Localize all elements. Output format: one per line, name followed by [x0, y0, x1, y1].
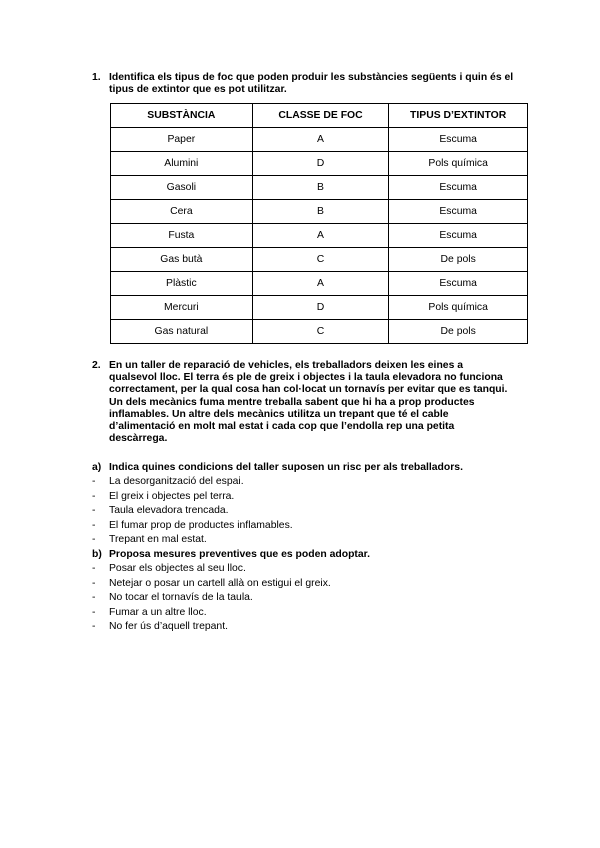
cell-fire-class: A — [252, 272, 389, 296]
cell-fire-class: B — [252, 200, 389, 224]
cell-extinguisher: De pols — [389, 320, 528, 344]
cell-substance: Mercuri — [111, 296, 253, 320]
cell-fire-class: A — [252, 224, 389, 248]
cell-fire-class: D — [252, 296, 389, 320]
cell-extinguisher: Escuma — [389, 200, 528, 224]
table-row — [111, 152, 528, 176]
list-item — [92, 591, 331, 606]
bullet-dash: - — [92, 505, 96, 517]
bullet-dash: - — [92, 534, 96, 546]
table-header-row — [111, 104, 528, 128]
table-row — [111, 296, 528, 320]
list-item — [92, 620, 331, 635]
header-fire-class: CLASSE DE FOC — [252, 104, 389, 128]
bullet-dash: - — [92, 592, 96, 604]
bullet-dash: - — [92, 563, 96, 574]
question-2-text: En un taller de reparació de vehicles, els treballadors deixen les eines a qualsevol lloc. El terra és ple de greix i objectes i la taula elevadora no funciona correctament, per la qual cosa han col·locat un tornavís per evitar que es tanqui. Un dels mecànics fuma mentre treballa sabent que hi ha a prop productes inflamables. Un altre dels mecànics utilitza un trepant que té el cable d’alimentació en molt mal estat i cada cop que l’endolla rep una petita descàrrega. — [109, 360, 508, 445]
list-item — [92, 475, 293, 490]
bullet-dash: - — [92, 519, 96, 531]
bullet-dash: - — [92, 577, 96, 589]
bullet-dash: - — [92, 621, 96, 633]
cell-substance: Gas butà — [111, 248, 253, 272]
cell-substance: Paper — [111, 128, 253, 152]
list-item-text: Trepant en mal estat. — [109, 534, 207, 546]
question-1-number: 1. — [92, 72, 101, 83]
question-1-text: Identifica els tipus de foc que poden produir les substàncies següents i quin és el tipus de extintor que es pot utilitzar. — [109, 72, 514, 96]
table-row — [111, 128, 528, 152]
header-extinguisher-type: TIPUS D’EXTINTOR — [389, 104, 528, 128]
list-item-text: No tocar el tornavís de la taula. — [109, 592, 253, 604]
cell-extinguisher: De pols — [389, 248, 528, 272]
list-item — [92, 504, 293, 519]
list-item-text: La desorganització del espai. — [109, 476, 244, 487]
part-b-letter: b) — [92, 549, 102, 560]
list-item — [92, 606, 331, 621]
cell-substance: Gasoli — [111, 176, 253, 200]
cell-extinguisher: Escuma — [389, 272, 528, 296]
list-item — [92, 533, 293, 548]
bullet-dash: - — [92, 606, 96, 618]
cell-substance: Alumini — [111, 152, 253, 176]
question-2-number: 2. — [92, 360, 101, 371]
list-item — [92, 490, 293, 505]
header-substance: SUBSTÀNCIA — [111, 104, 253, 128]
part-b-title: Proposa mesures preventives que es poden adoptar. — [109, 549, 371, 560]
cell-substance: Fusta — [111, 224, 253, 248]
cell-extinguisher: Pols química — [389, 152, 528, 176]
bullet-dash: - — [92, 490, 96, 502]
list-item-text: Netejar o posar un cartell allà on estigui el greix. — [109, 577, 331, 589]
bullet-dash: - — [92, 476, 96, 487]
cell-substance: Plàstic — [111, 272, 253, 296]
list-item-text: Fumar a un altre lloc. — [109, 606, 207, 618]
preventive-measures-list — [92, 562, 331, 635]
cell-extinguisher: Escuma — [389, 128, 528, 152]
cell-fire-class: D — [252, 152, 389, 176]
cell-substance: Gas natural — [111, 320, 253, 344]
risk-list — [92, 475, 293, 548]
list-item-text: No fer ús d’aquell trepant. — [109, 621, 228, 633]
part-a-title: Indica quines condicions del taller suposen un risc per als treballadors. — [109, 462, 463, 473]
list-item — [92, 562, 331, 577]
table-row — [111, 248, 528, 272]
list-item-text: El fumar prop de productes inflamables. — [109, 519, 293, 531]
cell-extinguisher: Pols química — [389, 296, 528, 320]
table-row — [111, 320, 528, 344]
table-row — [111, 200, 528, 224]
list-item — [92, 577, 331, 592]
cell-fire-class: B — [252, 176, 389, 200]
table-row — [111, 176, 528, 200]
list-item-text: Taula elevadora trencada. — [109, 505, 229, 517]
cell-extinguisher: Escuma — [389, 176, 528, 200]
cell-fire-class: A — [252, 128, 389, 152]
cell-fire-class: C — [252, 320, 389, 344]
cell-extinguisher: Escuma — [389, 224, 528, 248]
cell-fire-class: C — [252, 248, 389, 272]
cell-substance: Cera — [111, 200, 253, 224]
list-item-text: Posar els objectes al seu lloc. — [109, 563, 246, 574]
list-item — [92, 519, 293, 534]
table-row — [111, 224, 528, 248]
part-a-letter: a) — [92, 462, 102, 473]
table-row — [111, 272, 528, 296]
list-item-text: El greix i objectes pel terra. — [109, 490, 235, 502]
fire-class-table — [110, 103, 528, 344]
